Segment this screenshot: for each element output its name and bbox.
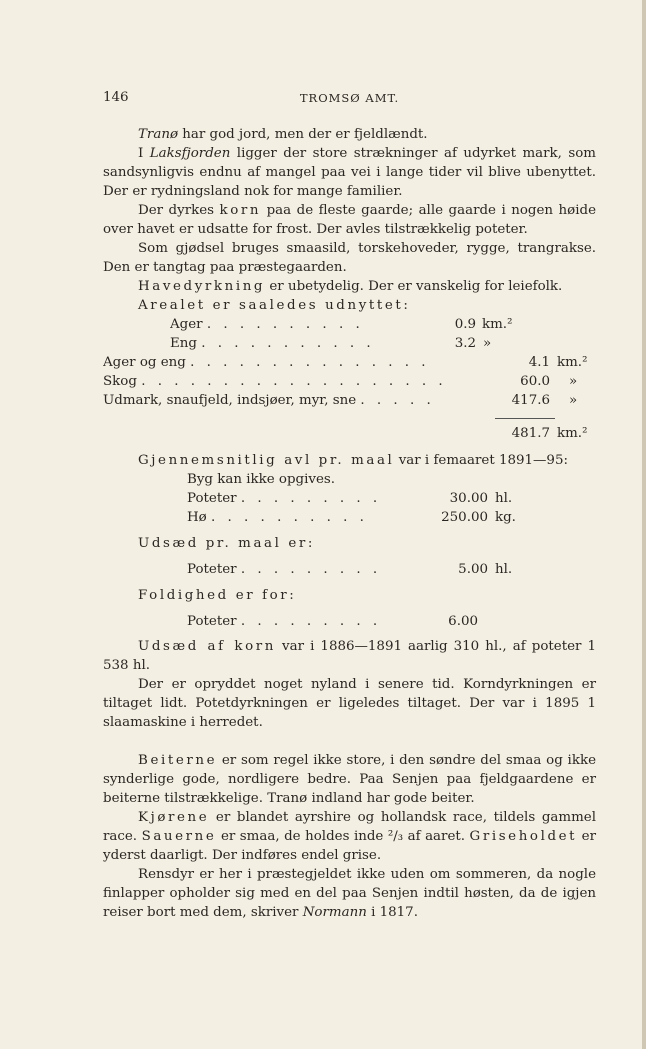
page-edge (642, 0, 646, 1049)
paragraph-gjodsel: Som gjødsel bruges smaasild, torskehoveder, rygge, trangrakse. Den er tangtag paa præstegaarden. (103, 241, 596, 275)
book-page (103, 88, 596, 922)
paragraph-udsaed-korn: Udsæd af korn var i 1886—1891 aarlig 310 hl., af poteter 1 538 hl. (103, 639, 596, 673)
paragraph-korn: Der dyrkes korn paa de fleste gaarde; alle gaarde i nogen høide over havet er udsatte for frost. Der avles tilstrækkelig poteter. (103, 203, 596, 237)
table-row: Poteter . . . . . . . . . 30.00 hl. (187, 491, 513, 506)
table-row: Udmark, snaufjeld, indsjøer, myr, sne . . . . . 417.6 » (103, 393, 578, 408)
table-row: Hø . . . . . . . . . . 250.00 kg. (187, 510, 516, 525)
sum-rule-row (103, 410, 596, 424)
paragraph-laksfjorden: I Laksfjorden ligger der store strækninger af udyrket mark, som sandsynligvis endnu af mangel paa vei i lange tider vil blive ubenyttet. Der er rydningsland nok for mange familier. (103, 146, 597, 199)
paragraph-trano: Tranø har god jord, men der er fjeldlændt. (138, 127, 428, 142)
running-head: TROMSØ AMT. (299, 91, 400, 105)
page-number: 146 (103, 90, 129, 105)
paragraph-kjorene: Kjørene er blandet ayrshire og hollandsk race, tildels gammel race. Sauerne er smaa, de holdes inde ²/₃ af aaret. Griseholdet er yderst daarligt. Der indføres endel grise. (103, 810, 596, 863)
sum-rule (495, 418, 555, 419)
table-row: Udsæd pr. maal er: (138, 536, 315, 551)
area-table (103, 315, 596, 443)
yield-table (103, 470, 596, 631)
total-row: 481.7 km.² (511, 426, 588, 441)
paragraph-avg-yield: Gjennemsnitlig avl pr. maal var i femaaret 1891—95: (138, 453, 568, 468)
paragraph-arealet: Arealet er saaledes udnyttet: (138, 298, 411, 313)
paragraph-havedyrkning: Havedyrkning er ubetydelig. Der er vanskelig for leiefolk. (138, 279, 563, 294)
table-row: Byg kan ikke opgives. (187, 472, 336, 487)
page-header (103, 88, 596, 107)
paragraph-rensdyr: Rensdyr er her i præstegjeldet ikke uden om sommeren, da nogle finlapper opholder sig med en del paa Senjen indtil høsten, da de igjen reiser bort med dem, skriver Normann i 1817. (103, 867, 596, 920)
table-row: Skog . . . . . . . . . . . . . . . . . . . 60.0 » (103, 374, 578, 389)
paragraph-beiterne: Beiterne er som regel ikke store, i den søndre del smaa og ikke synderlige gode, nordligere bedre. Paa Senjen paa fjeldgaardene er beiterne tilstrækkelige. Tranø indland har gode beiter. (103, 753, 596, 806)
paragraph-nyland: Der er opryddet noget nyland i senere tid. Korndyrkningen er tiltaget lidt. Potetdyrkningen er ligeledes tiltaget. Der var i 1895 1 slaamaskine i herredet. (103, 677, 596, 730)
table-row: Foldighed er for: (138, 588, 297, 603)
table-row: Ager . . . . . . . . . . 0.9 km.² (170, 317, 513, 332)
table-row: Eng . . . . . . . . . . . 3.2 » (170, 336, 492, 351)
table-row: Poteter . . . . . . . . . 6.00 (187, 614, 478, 629)
table-row: Ager og eng . . . . . . . . . . . . . . . 4.1 km.² (103, 355, 588, 370)
table-row: Poteter . . . . . . . . . 5.00 hl. (187, 562, 513, 577)
